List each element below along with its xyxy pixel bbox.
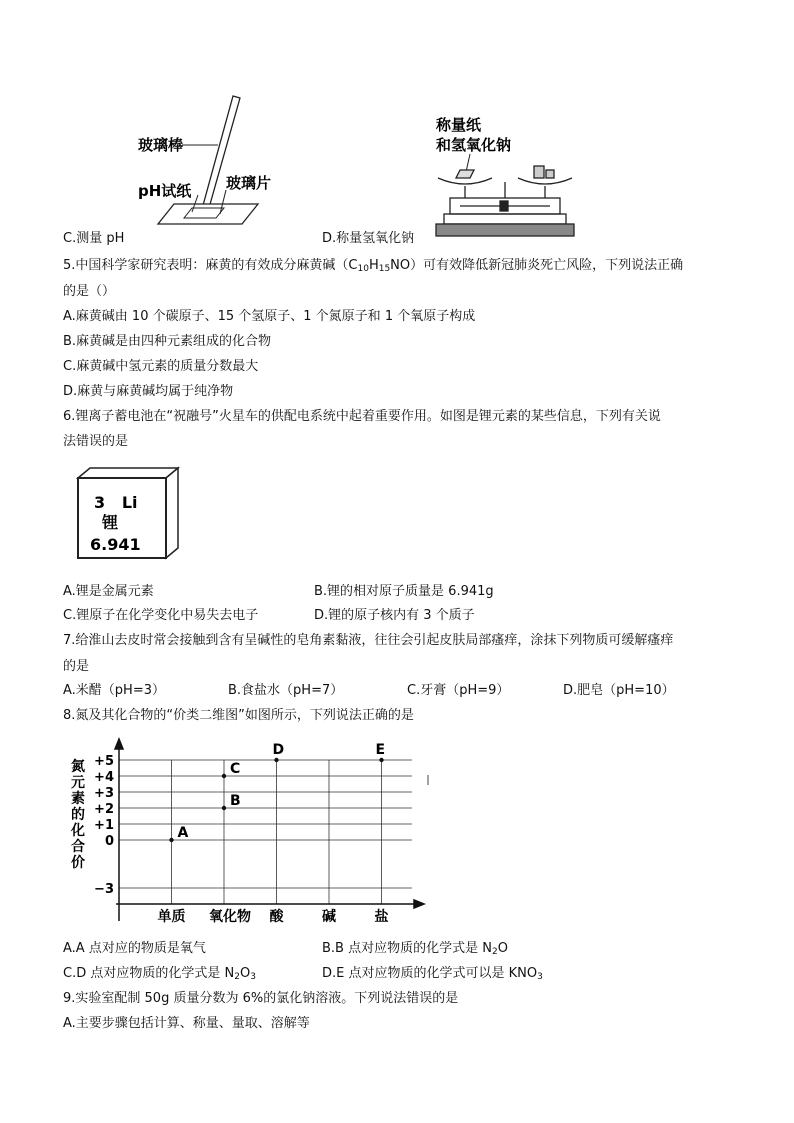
y-axis-label-char: 氮	[71, 759, 85, 775]
q7-stem-cont: 的是	[63, 659, 90, 674]
q4-option-c: C.测量 pH	[63, 231, 125, 246]
x-category-label: 酸	[269, 909, 284, 925]
balance-figure	[430, 110, 580, 245]
data-point-label: A	[177, 825, 189, 841]
balance-label-line2: 和氢氧化钠	[436, 136, 512, 154]
q5-option-a: A.麻黄碱由 10 个碳原子、15 个氢原子、1 个氮原子和 1 个氧原子构成	[63, 309, 476, 324]
q9-stem: 9.实验室配制 50g 质量分数为 6%的氯化钠溶液。下列说法错误的是	[63, 991, 459, 1006]
data-point-D	[274, 758, 278, 762]
y-tick-label: −3	[94, 882, 114, 897]
q6-option-b: B.锂的相对原子质量是 6.941g	[314, 584, 494, 599]
balance-label-line1: 称量纸	[436, 116, 482, 134]
q4-option-d: D.称量氢氧化钠	[322, 231, 415, 246]
q5-option-d: D.麻黄与麻黄碱均属于纯净物	[63, 384, 234, 399]
y-tick-label: +4	[94, 770, 114, 785]
q6-stem-cont: 法错误的是	[63, 434, 129, 449]
q8-option-b: B.B 点对应物质的化学式是 $N_2O$	[322, 941, 508, 957]
y-axis-label-char: 合	[71, 839, 85, 855]
balance-icon	[436, 166, 574, 236]
y-tick-label: +3	[94, 786, 114, 801]
y-tick-label: +5	[94, 754, 114, 769]
ph-paper-label: pH试纸	[138, 182, 192, 200]
valence-class-chart	[60, 735, 440, 930]
x-category-label: 氧化物	[209, 909, 251, 925]
y-axis-label	[70, 758, 85, 871]
glass-plate	[158, 204, 258, 224]
data-point-label: C	[230, 761, 241, 777]
data-point-label: B	[230, 793, 241, 809]
data-point-A	[169, 838, 173, 842]
element-number-symbol: 3 Li	[94, 493, 138, 512]
x-category-label: 碱	[322, 909, 336, 925]
data-point-C	[222, 774, 226, 778]
x-category-label: 单质	[157, 909, 186, 925]
glass-rod-label: 玻璃棒	[138, 136, 184, 154]
data-point-label: D	[272, 742, 285, 758]
q8-stem: 8.氮及其化合物的“价类二维图”如图所示，下列说法正确的是	[63, 708, 414, 723]
y-tick-label: +2	[94, 802, 114, 817]
q5-stem: 5.中国科学家研究表明：麻黄的有效成分麻黄碱$(C_{10}H_{15}NO)$可有效降低新冠肺炎死亡风险，下列说法正确	[63, 258, 684, 274]
glass-rod	[199, 96, 240, 222]
element-mass: 6.941	[90, 535, 141, 554]
y-axis-label-char: 素	[71, 791, 85, 807]
q5-option-c: C.麻黄碱中氢元素的质量分数最大	[63, 359, 259, 374]
y-axis-label-char: 价	[71, 855, 85, 871]
q6-option-d: D.锂的原子核内有 3 个质子	[314, 608, 475, 623]
x-category-label: 盐	[374, 909, 389, 925]
lithium-element-card	[74, 466, 184, 566]
ph-test-figure	[120, 92, 280, 232]
data-point-B	[222, 806, 226, 810]
y-axis-label-char: 化	[71, 823, 85, 839]
q5-option-b: B.麻黄碱是由四种元素组成的化合物	[63, 334, 272, 349]
data-point-label: E	[375, 742, 386, 758]
q6-option-a: A.锂是金属元素	[63, 584, 154, 599]
y-tick-label: 0	[104, 834, 114, 849]
q7-option-c: C.牙膏（pH=9）	[407, 683, 510, 698]
y-axis-label-char: 的	[71, 807, 85, 823]
y-tick-label: +1	[94, 818, 114, 833]
q7-stem: 7.给淮山去皮时常会接触到含有呈碱性的皂角素黏液，往往会引起皮肤局部瘙痒，涂抹下列物质可缓解瘙痒	[63, 633, 674, 648]
q8-option-c: C.D 点对应物质的化学式是 $N_2O_3$	[63, 966, 256, 982]
q9-option-a: A.主要步骤包括计算、称量、量取、溶解等	[63, 1016, 310, 1031]
q7-option-b: B.食盐水（pH=7）	[228, 683, 344, 698]
q5-stem-cont: 的是（）	[63, 284, 116, 299]
q6-stem: 6.锂离子蓄电池在“祝融号”火星车的供配电系统中起着重要作用。如图是锂元素的某些信息，下列有关说	[63, 409, 661, 424]
q8-option-d: D.E 点对应物质的化学式可以是 $KNO_3$	[322, 966, 543, 982]
element-name: 锂	[102, 513, 119, 532]
q7-option-d: D.肥皂（pH=10）	[563, 683, 675, 698]
data-point-E	[379, 758, 383, 762]
q7-option-a: A.米醋（pH=3）	[63, 683, 165, 698]
q6-option-c: C.锂原子在化学变化中易失去电子	[63, 608, 259, 623]
y-axis-label-char: 元	[71, 775, 85, 791]
glass-plate-label: 玻璃片	[226, 174, 272, 192]
q8-option-a: A.A 点对应的物质是氧气	[63, 941, 206, 956]
